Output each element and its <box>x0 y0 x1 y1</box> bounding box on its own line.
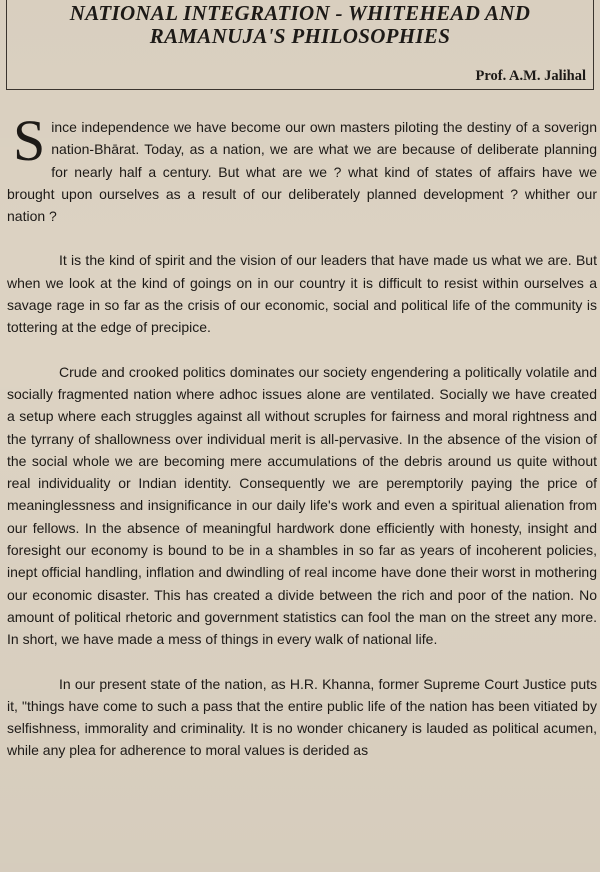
author-name: Prof. A.M. Jalihal <box>475 68 586 84</box>
paragraph-2: It is the kind of spirit and the vision of our leaders that have made us what we are. But when we look at the kind of goings on in our country it is difficult to resist within ourselves a savage rage in so far as the crisis of our economic, social and political life of the community is tottering at the edge of precipice. <box>7 252 597 336</box>
drop-cap: S <box>13 108 46 173</box>
paragraph-3: Crude and crooked politics dominates our society engendering a politically volatile and socially fragmented nation where adhoc issues alone are ventilated. Socially we have created a setup where each struggles against all without scruples for fairness and moral rightness and the tyrrany of shallowness over individual merit is all-pervasive. In the absence of the vision of the social whole we are becoming mere accumulations of the debris around us quite without real individuality or Indian identity. Consequently we are peremptorily paying the price of meaninglessness and insignificance in our daily life's work and even a spiritual alienation from our fellows. In the absence of meaningful hardwork done efficiently with honesty, insight and foresight our economy is bound to be in a shambles in so far as years of incoherent policies, inept official handling, inflation and dwindling of real income have done their worst in mothering our economic disaster. This has created a divide between the rich and poor of the nation. No amount of political rhetoric and government statistics can fool the man on the street any more. In short, we have made a mess of things in every walk of national life. <box>7 363 597 648</box>
article-title <box>0 2 600 48</box>
paragraph-4: In our present state of the nation, as H.R. Khanna, former Supreme Court Justice puts it, "things have come to such a pass that the entire public life of the nation has been vitiated by selfishness, immorality and criminality. It is no wonder chicanery is lauded as political acumen, while any plea for adherence to moral values is derided as <box>7 675 597 759</box>
article-title-line-1: NATIONAL INTEGRATION - WHITEHEAD AND <box>69 1 531 25</box>
paragraph-1 <box>7 108 597 227</box>
article-body <box>7 108 597 762</box>
article-title-line-2: RAMANUJA'S PHILOSOPHIES <box>149 24 451 48</box>
paragraph-1-text: ince independence we have become our own masters piloting the destiny of a soverign nation-Bhārat. Today, as a nation, we are what we are because of deliberate planning for nearly half a century. But what are we ? what kind of states of affairs have we brought upon ourselves as a result of our deliberately planned development ? whither our nation ? <box>7 119 597 225</box>
